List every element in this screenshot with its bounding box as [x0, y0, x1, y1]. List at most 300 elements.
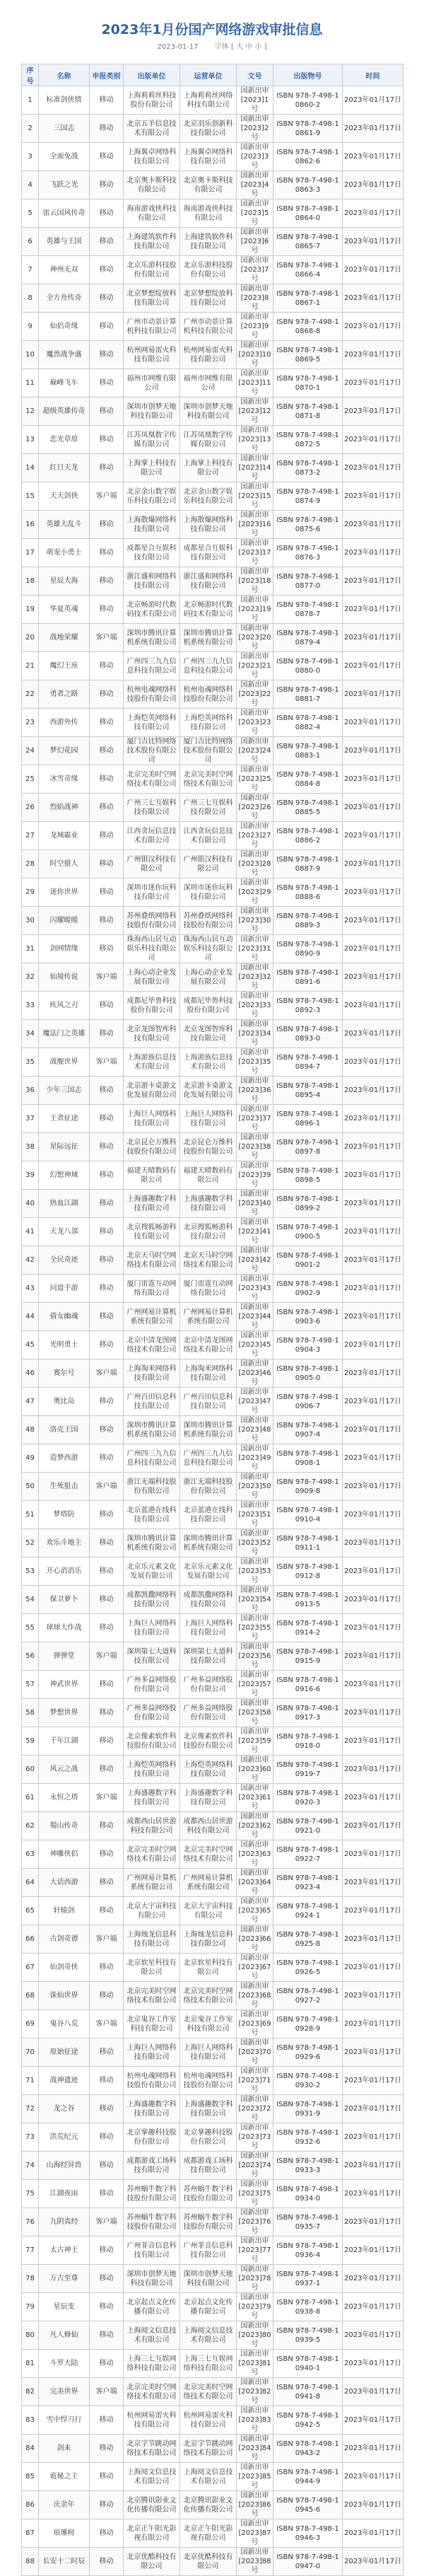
category: 移动 [90, 1671, 124, 1699]
operator: 北京完美时空网络技术有限公司 [180, 765, 237, 794]
isbn: ISBN 978-7-498-10918-0 [273, 1727, 343, 1756]
table-row [22, 2491, 404, 2519]
row-index: 42 [22, 1246, 39, 1275]
table-row [22, 1303, 404, 1331]
approval-number: 国新出审[2023]71号 [237, 2067, 273, 2095]
row-index: 50 [22, 1473, 39, 1501]
column-header: 申报类别 [90, 64, 124, 86]
approval-number: 国新出审[2023]75号 [237, 2180, 273, 2208]
approval-date: 2023年01月17日 [343, 1982, 404, 2010]
game-name: 奥比岛 [39, 1388, 90, 1416]
approval-date: 2023年01月17日 [343, 1161, 404, 1190]
publisher: 广州百田信息科技有限公司 [124, 1388, 180, 1416]
row-index: 8 [22, 284, 39, 313]
game-name: 战神遗迹 [39, 2067, 90, 2095]
table-row [22, 1671, 404, 1699]
table-row [22, 1161, 404, 1190]
operator: 北京起点文化传播有限公司 [180, 2293, 237, 2321]
game-name: 热血江湖 [39, 1190, 90, 1218]
isbn: ISBN 978-7-498-10920-3 [273, 1784, 343, 1812]
approval-date: 2023年01月17日 [343, 1190, 404, 1218]
row-index: 9 [22, 313, 39, 341]
category: 移动 [90, 1246, 124, 1275]
operator: 江西贪玩信息技术有限公司 [180, 822, 237, 850]
isbn: ISBN 978-7-498-10914-2 [273, 1614, 343, 1642]
row-index: 44 [22, 1303, 39, 1331]
approval-number: 国新出审[2023]41号 [237, 1218, 273, 1246]
isbn: ISBN 978-7-498-10886-2 [273, 822, 343, 850]
approval-number: 国新出审[2023]49号 [237, 1444, 273, 1473]
approval-date: 2023年01月17日 [343, 1897, 404, 1925]
isbn: ISBN 978-7-498-10910-4 [273, 1501, 343, 1529]
isbn: ISBN 978-7-498-10869-5 [273, 341, 343, 369]
approval-number: 国新出审[2023]19号 [237, 596, 273, 624]
table-row [22, 313, 404, 341]
table-row [22, 2265, 404, 2293]
isbn: ISBN 978-7-498-10885-5 [273, 794, 343, 822]
approval-number: 国新出审[2023]79号 [237, 2293, 273, 2321]
column-header: 文号 [237, 64, 273, 86]
approval-number: 国新出审[2023]60号 [237, 1756, 273, 1784]
operator: 北京龙图智库科技有限公司 [180, 1020, 237, 1048]
table-row [22, 115, 404, 143]
row-index: 64 [22, 1869, 39, 1897]
column-header: 序号 [22, 64, 39, 86]
category: 移动 [90, 1444, 124, 1473]
category: 移动 [90, 284, 124, 313]
font-size-control[interactable]: 字体 [ 大 中 小 ] [214, 43, 267, 51]
category: 移动 [90, 454, 124, 482]
row-index: 17 [22, 539, 39, 567]
category: 客户端 [90, 1925, 124, 1954]
category: 客户端 [90, 1642, 124, 1671]
operator: 上海掌上科技有限公司 [180, 454, 237, 482]
game-name: 完美世界 [39, 2378, 90, 2406]
publisher: 杭州电魂网络科技股份有限公司 [124, 2067, 180, 2095]
row-index: 32 [22, 963, 39, 992]
isbn: ISBN 978-7-498-10862-6 [273, 143, 343, 171]
approval-number: 国新出审[2023]37号 [237, 1105, 273, 1133]
row-index: 85 [22, 2463, 39, 2491]
publisher: 江苏凤凰数字传媒有限公司 [124, 426, 180, 454]
operator: 成都星合互娱科技有限公司 [180, 539, 237, 567]
isbn: ISBN 978-7-498-10909-8 [273, 1473, 343, 1501]
column-header: 出版物号 [273, 64, 343, 86]
approval-date: 2023年01月17日 [343, 567, 404, 596]
row-index: 19 [22, 596, 39, 624]
row-index: 63 [22, 1840, 39, 1869]
publisher: 北京昆仑万维科技股份有限公司 [124, 1133, 180, 1161]
operator: 上海烛龙信息科技有限公司 [180, 1925, 237, 1954]
approval-date: 2023年01月17日 [343, 850, 404, 878]
approval-date: 2023年01月17日 [343, 1840, 404, 1869]
publisher: 北京大宇宙科技有限公司 [124, 1897, 180, 1925]
operator: 上海盛趣数字科技有限公司 [180, 1190, 237, 1218]
publisher: 厦门吉比特网络技术股份有限公司 [124, 737, 180, 765]
publisher: 成都西山居世游科技有限公司 [124, 1812, 180, 1840]
table-row [22, 1218, 404, 1246]
game-name: 凡人修仙 [39, 2321, 90, 2350]
table-row [22, 1925, 404, 1954]
operator: 深圳市创梦天地科技有限公司 [180, 398, 237, 426]
table-row [22, 256, 404, 284]
operator: 北京软星科技有限公司 [180, 1954, 237, 1982]
operator: 北京搜狐畅游科技有限公司 [180, 1218, 237, 1246]
operator: 北京蓝港在线科技有限公司 [180, 1501, 237, 1529]
category: 移动 [90, 1727, 124, 1756]
isbn: ISBN 978-7-498-10888-6 [273, 878, 343, 907]
table-row [22, 2236, 404, 2265]
category: 移动 [90, 1756, 124, 1784]
table-row [22, 482, 404, 511]
row-index: 4 [22, 171, 39, 199]
approval-number: 国新出审[2023]84号 [237, 2435, 273, 2463]
row-index: 67 [22, 1954, 39, 1982]
approval-number: 国新出审[2023]12号 [237, 398, 273, 426]
category: 移动 [90, 539, 124, 567]
table-row [22, 539, 404, 567]
publisher: 北京中清龙图网络技术有限公司 [124, 1331, 180, 1359]
operator: 深圳市腾讯计算机系统有限公司 [180, 1529, 237, 1557]
column-header: 时间 [343, 64, 404, 86]
approval-table [21, 64, 404, 2576]
game-name: 超级英雄传奇 [39, 398, 90, 426]
isbn: ISBN 978-7-498-10903-6 [273, 1303, 343, 1331]
row-index: 15 [22, 482, 39, 511]
approval-date: 2023年01月17日 [343, 86, 404, 115]
approval-date: 2023年01月17日 [343, 794, 404, 822]
approval-date: 2023年01月17日 [343, 2463, 404, 2491]
table-row [22, 935, 404, 963]
isbn: ISBN 978-7-498-10926-5 [273, 1954, 343, 1982]
category: 移动 [90, 313, 124, 341]
approval-number: 国新出审[2023]67号 [237, 1954, 273, 1982]
approval-date: 2023年01月17日 [343, 256, 404, 284]
publisher: 上海巨人网络科技有限公司 [124, 1614, 180, 1642]
category: 移动 [90, 2038, 124, 2067]
operator: 浙江无端科技股份有限公司 [180, 1473, 237, 1501]
approval-number: 国新出审[2023]32号 [237, 963, 273, 992]
game-name: 标准剑侠情 [39, 86, 90, 115]
row-index: 1 [22, 86, 39, 115]
approval-number: 国新出审[2023]63号 [237, 1840, 273, 1869]
approval-date: 2023年01月17日 [343, 1303, 404, 1331]
table-row [22, 1473, 404, 1501]
row-index: 43 [22, 1275, 39, 1303]
table-row [22, 1444, 404, 1473]
approval-date: 2023年01月17日 [343, 2095, 404, 2123]
approval-number: 国新出审[2023]47号 [237, 1388, 273, 1416]
publisher: 上海巨人网络科技有限公司 [124, 2038, 180, 2067]
publisher: 北京天马时空网络技术有限公司 [124, 1246, 180, 1275]
game-name: 魔兽战争盛 [39, 341, 90, 369]
isbn: ISBN 978-7-498-10897-8 [273, 1133, 343, 1161]
publisher: 珠海西山居互动娱乐科技有限公司 [124, 935, 180, 963]
approval-date: 2023年01月17日 [343, 2152, 404, 2180]
game-name: 时空猎人 [39, 850, 90, 878]
row-index: 81 [22, 2350, 39, 2378]
operator: 北京完美时空网络技术有限公司 [180, 1840, 237, 1869]
isbn: ISBN 978-7-498-10891-6 [273, 963, 343, 992]
publisher: 北京腾讯影业文化传播有限公司 [124, 2491, 180, 2519]
approval-date: 2023年01月17日 [343, 1954, 404, 1982]
row-index: 37 [22, 1105, 39, 1133]
publisher: 上海三七互娱网络科技有限公司 [124, 2350, 180, 2378]
isbn: ISBN 978-7-498-10929-6 [273, 2038, 343, 2067]
table-row [22, 1586, 404, 1614]
game-name: 球球大作战 [39, 1614, 90, 1642]
table-row [22, 624, 404, 652]
table-row [22, 2208, 404, 2236]
approval-number: 国新出审[2023]21号 [237, 652, 273, 680]
operator: 上海巨人网络科技有限公司 [180, 1105, 237, 1133]
category: 移动 [90, 794, 124, 822]
table-row [22, 1331, 404, 1359]
row-index: 27 [22, 822, 39, 850]
table-row [22, 1246, 404, 1275]
approval-date: 2023年01月17日 [343, 115, 404, 143]
category: 移动 [90, 2293, 124, 2321]
row-index: 68 [22, 1982, 39, 2010]
game-name: 仙剑奇侠 [39, 1954, 90, 1982]
approval-date: 2023年01月17日 [343, 539, 404, 567]
approval-number: 国新出审[2023]30号 [237, 907, 273, 935]
isbn: ISBN 978-7-498-10943-2 [273, 2435, 343, 2463]
approval-number: 国新出审[2023]4号 [237, 171, 273, 199]
row-index: 58 [22, 1699, 39, 1727]
approval-date: 2023年01月17日 [343, 143, 404, 171]
approval-date: 2023年01月17日 [343, 2038, 404, 2067]
operator: 上海淘米网络科技有限公司 [180, 1359, 237, 1388]
publisher: 杭州电魂网络科技股份有限公司 [124, 680, 180, 709]
row-index: 23 [22, 709, 39, 737]
publisher: 深圳市创梦天地科技有限公司 [124, 2265, 180, 2293]
approval-number: 国新出审[2023]28号 [237, 850, 273, 878]
row-index: 47 [22, 1388, 39, 1416]
row-index: 25 [22, 765, 39, 794]
publisher: 广州多益网络股份有限公司 [124, 1699, 180, 1727]
isbn: ISBN 978-7-498-10873-2 [273, 454, 343, 482]
category: 移动 [90, 2406, 124, 2435]
row-index: 87 [22, 2519, 39, 2548]
table-row [22, 907, 404, 935]
operator: 上海心动企业发展有限公司 [180, 963, 237, 992]
operator: 深圳市迷你玩科技有限公司 [180, 878, 237, 907]
isbn: ISBN 978-7-498-10871-8 [273, 398, 343, 426]
approval-number: 国新出审[2023]15号 [237, 482, 273, 511]
publisher: 北京乐元素文化发展有限公司 [124, 1557, 180, 1586]
operator: 北京优酷科技有限公司 [180, 2548, 237, 2576]
operator: 上海莉莉丝网络科技有限公司 [180, 86, 237, 115]
game-name: 洛克王国 [39, 1416, 90, 1444]
approval-date: 2023年01月17日 [343, 1869, 404, 1897]
publisher: 深圳市腾讯计算机系统有限公司 [124, 1529, 180, 1557]
game-name: 洪荒纪元 [39, 2123, 90, 2152]
approval-number: 国新出审[2023]56号 [237, 1642, 273, 1671]
game-name: 红日天龙 [39, 454, 90, 482]
row-index: 83 [22, 2406, 39, 2435]
isbn: ISBN 978-7-498-10907-4 [273, 1416, 343, 1444]
category: 移动 [90, 199, 124, 228]
operator: 厦门雷霆互动网络有限公司 [180, 1275, 237, 1303]
row-index: 5 [22, 199, 39, 228]
table-row [22, 794, 404, 822]
approval-number: 国新出审[2023]13号 [237, 426, 273, 454]
approval-date: 2023年01月17日 [343, 680, 404, 709]
publisher: 北京完美时空网络技术有限公司 [124, 2378, 180, 2406]
category: 移动 [90, 426, 124, 454]
isbn: ISBN 978-7-498-10867-1 [273, 284, 343, 313]
category: 移动 [90, 1161, 124, 1190]
row-index: 2 [22, 115, 39, 143]
row-index: 12 [22, 398, 39, 426]
table-row [22, 2321, 404, 2350]
isbn: ISBN 978-7-498-10865-7 [273, 228, 343, 256]
approval-number: 国新出审[2023]64号 [237, 1869, 273, 1897]
game-name: 星际远征 [39, 1133, 90, 1161]
category: 移动 [90, 1190, 124, 1218]
operator: 上海巨人网络科技有限公司 [180, 2038, 237, 2067]
publisher: 苏州叠纸网络科技股份有限公司 [124, 907, 180, 935]
operator: 厦门吉比特网络技术股份有限公司 [180, 737, 237, 765]
game-name: 英雄大乱斗 [39, 511, 90, 539]
table-row [22, 709, 404, 737]
row-index: 59 [22, 1727, 39, 1756]
row-index: 18 [22, 567, 39, 596]
row-index: 3 [22, 143, 39, 171]
row-index: 6 [22, 228, 39, 256]
isbn: ISBN 978-7-498-10934-0 [273, 2180, 343, 2208]
publisher: 北京畅游时代数码技术有限公司 [124, 596, 180, 624]
row-index: 14 [22, 454, 39, 482]
publisher: 北京像素软件科技股份有限公司 [124, 1727, 180, 1756]
row-index: 71 [22, 2067, 39, 2095]
isbn: ISBN 978-7-498-10933-3 [273, 2152, 343, 2180]
approval-date: 2023年01月17日 [343, 1331, 404, 1359]
isbn: ISBN 978-7-498-10947-0 [273, 2548, 343, 2576]
game-name: 冰雪奇缘 [39, 765, 90, 794]
game-name: 太古神王 [39, 2236, 90, 2265]
row-index: 41 [22, 1218, 39, 1246]
approval-number: 国新出审[2023]83号 [237, 2406, 273, 2435]
operator: 杭州网易雷火科技有限公司 [180, 341, 237, 369]
category: 客户端 [90, 1359, 124, 1388]
approval-number: 国新出审[2023]87号 [237, 2519, 273, 2548]
operator: 江苏凤凰数字传媒有限公司 [180, 426, 237, 454]
publisher: 上海烛龙信息科技有限公司 [124, 1925, 180, 1954]
game-name: 魔幻王座 [39, 652, 90, 680]
isbn: ISBN 978-7-498-10887-9 [273, 850, 343, 878]
isbn: ISBN 978-7-498-10876-3 [273, 539, 343, 567]
category: 移动 [90, 737, 124, 765]
isbn: ISBN 978-7-498-10913-5 [273, 1586, 343, 1614]
column-header: 名称 [39, 64, 90, 86]
approval-date: 2023年01月17日 [343, 1501, 404, 1529]
approval-date: 2023年01月17日 [343, 1218, 404, 1246]
approval-date: 2023年01月17日 [343, 596, 404, 624]
approval-number: 国新出审[2023]54号 [237, 1586, 273, 1614]
category: 移动 [90, 2519, 124, 2548]
publisher: 上海盛趣数字科技有限公司 [124, 2095, 180, 2123]
approval-date: 2023年01月17日 [343, 454, 404, 482]
row-index: 61 [22, 1784, 39, 1812]
category: 移动 [90, 2236, 124, 2265]
operator: 广州多益网络股份有限公司 [180, 1699, 237, 1727]
category: 移动 [90, 1416, 124, 1444]
approval-date: 2023年01月17日 [343, 1586, 404, 1614]
approval-date: 2023年01月17日 [343, 907, 404, 935]
approval-date: 2023年01月17日 [343, 2350, 404, 2378]
category: 移动 [90, 1897, 124, 1925]
table-row [22, 1727, 404, 1756]
publisher: 上海游族信息技术有限公司 [124, 1048, 180, 1077]
table-row [22, 1388, 404, 1416]
isbn: ISBN 978-7-498-10931-9 [273, 2095, 343, 2123]
category: 移动 [90, 1133, 124, 1161]
publisher: 北京鬼谷工作室科技有限公司 [124, 2010, 180, 2038]
category: 移动 [90, 1699, 124, 1727]
category: 移动 [90, 2265, 124, 2293]
approval-date: 2023年01月17日 [343, 1812, 404, 1840]
operator: 北京游卡桌游文化发展有限公司 [180, 1077, 237, 1105]
row-index: 11 [22, 369, 39, 398]
category: 移动 [90, 1840, 124, 1869]
approval-date: 2023年01月17日 [343, 2010, 404, 2038]
operator: 北京乐游科技股份有限公司 [180, 256, 237, 284]
table-header-row [22, 64, 404, 86]
isbn: ISBN 978-7-498-10883-1 [273, 737, 343, 765]
operator: 成都游戏工场科技有限公司 [180, 2152, 237, 2180]
game-name: 龙之谷 [39, 2095, 90, 2123]
approval-number: 国新出审[2023]57号 [237, 1671, 273, 1699]
game-name: 九阴真经 [39, 2208, 90, 2236]
approval-number: 国新出审[2023]39号 [237, 1161, 273, 1190]
category: 移动 [90, 341, 124, 369]
publisher: 广州菲音信息科技有限公司 [124, 2236, 180, 2265]
publisher: 江西贪玩信息技术有限公司 [124, 822, 180, 850]
operator: 浙江盛和网络科技有限公司 [180, 567, 237, 596]
game-name: 仙境传说 [39, 963, 90, 992]
game-name: 疾风之刃 [39, 992, 90, 1020]
approval-number: 国新出审[2023]52号 [237, 1529, 273, 1557]
publisher: 上海散爆网络科技有限公司 [124, 511, 180, 539]
operator: 北京金山数字娱乐科技有限公司 [180, 482, 237, 511]
isbn: ISBN 978-7-498-10880-0 [273, 652, 343, 680]
approval-number: 国新出审[2023]59号 [237, 1727, 273, 1756]
publisher: 北京蓝港在线科技有限公司 [124, 1501, 180, 1529]
operator: 上海散爆网络科技有限公司 [180, 511, 237, 539]
approval-number: 国新出审[2023]77号 [237, 2236, 273, 2265]
isbn: ISBN 978-7-498-10921-0 [273, 1812, 343, 1840]
approval-date: 2023年01月17日 [343, 426, 404, 454]
approval-date: 2023年01月17日 [343, 2321, 404, 2350]
approval-number: 国新出审[2023]18号 [237, 567, 273, 596]
row-index: 22 [22, 680, 39, 709]
operator: 北京正午阳光影视有限公司 [180, 2519, 237, 2548]
article-meta [21, 40, 403, 55]
approval-number: 国新出审[2023]23号 [237, 709, 273, 737]
operator: 珠海西山居互动娱乐科技有限公司 [180, 935, 237, 963]
publisher: 北京完美时空网络技术有限公司 [124, 1982, 180, 2010]
category: 移动 [90, 992, 124, 1020]
page-title: 2023年1月份国产网络游戏审批信息 [101, 22, 323, 37]
category: 客户端 [90, 2010, 124, 2038]
row-index: 49 [22, 1444, 39, 1473]
row-index: 54 [22, 1586, 39, 1614]
category: 客户端 [90, 624, 124, 652]
table-row [22, 1190, 404, 1218]
row-index: 55 [22, 1614, 39, 1642]
